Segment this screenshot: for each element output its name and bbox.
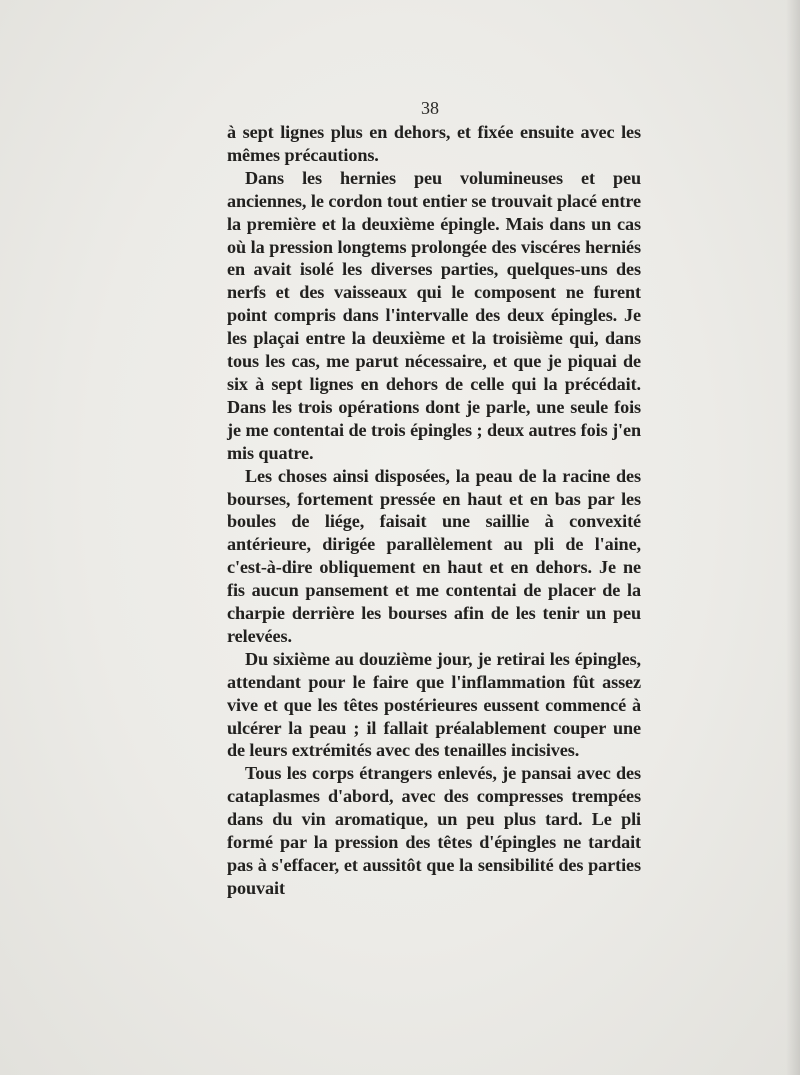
paragraph-1: à sept lignes plus en dehors, et fixée ensuite avec les mêmes précautions. <box>227 122 641 165</box>
page-edge-shadow <box>786 0 800 1075</box>
paragraph-2: Dans les hernies peu volumineuses et peu anciennes, le cordon tout entier se trouvait placé entre la première et la deuxième épingle. Mais dans un cas où la pression longtems prolongée des viscéres herniés en avait isolé les diverses parties, quelques-uns des nerfs et des vaisseaux qui le composent ne furent point compris dans l'intervalle des deux épingles. Je les plaçai entre la deuxième et la troisième qui, dans tous les cas, me parut nécessaire, et que je piquai de six à sept lignes en dehors de celle qui la précédait. Dans les trois opérations dont je parle, une seule fois je me contentai de trois épingles ; deux autres fois j'en mis quatre. <box>227 167 641 463</box>
body-text <box>227 121 641 900</box>
paragraph-5: Tous les corps étrangers enlevés, je pansai avec des cataplasmes d'abord, avec des compresses trempées dans du vin aromatique, un peu plus tard. Le pli formé par la pression des têtes d'épingles ne tardait pas à s'effacer, et aussitôt que la sensibilité des parties pouvait <box>227 763 641 898</box>
paragraph-3: Les choses ainsi disposées, la peau de la racine des bourses, fortement pressée en haut et en bas par les boules de liége, faisait une saillie à convexité antérieure, dirigée parallèlement au pli de l'aine, c'est-à-dire obliquement en haut et en dehors. Je ne fis aucun pansement et me contentai de placer de la charpie derrière les bourses afin de les tenir un peu relevées. <box>227 465 641 646</box>
paragraph-4: Du sixième au douzième jour, je retirai les épingles, attendant pour le faire que l'inflammation fût assez vive et que les têtes postérieures eussent commencé à ulcérer la peau ; il fallait préalablement couper une de leurs extrémités avec des tenailles incisives. <box>227 648 641 761</box>
page-number: 38 <box>421 98 439 118</box>
